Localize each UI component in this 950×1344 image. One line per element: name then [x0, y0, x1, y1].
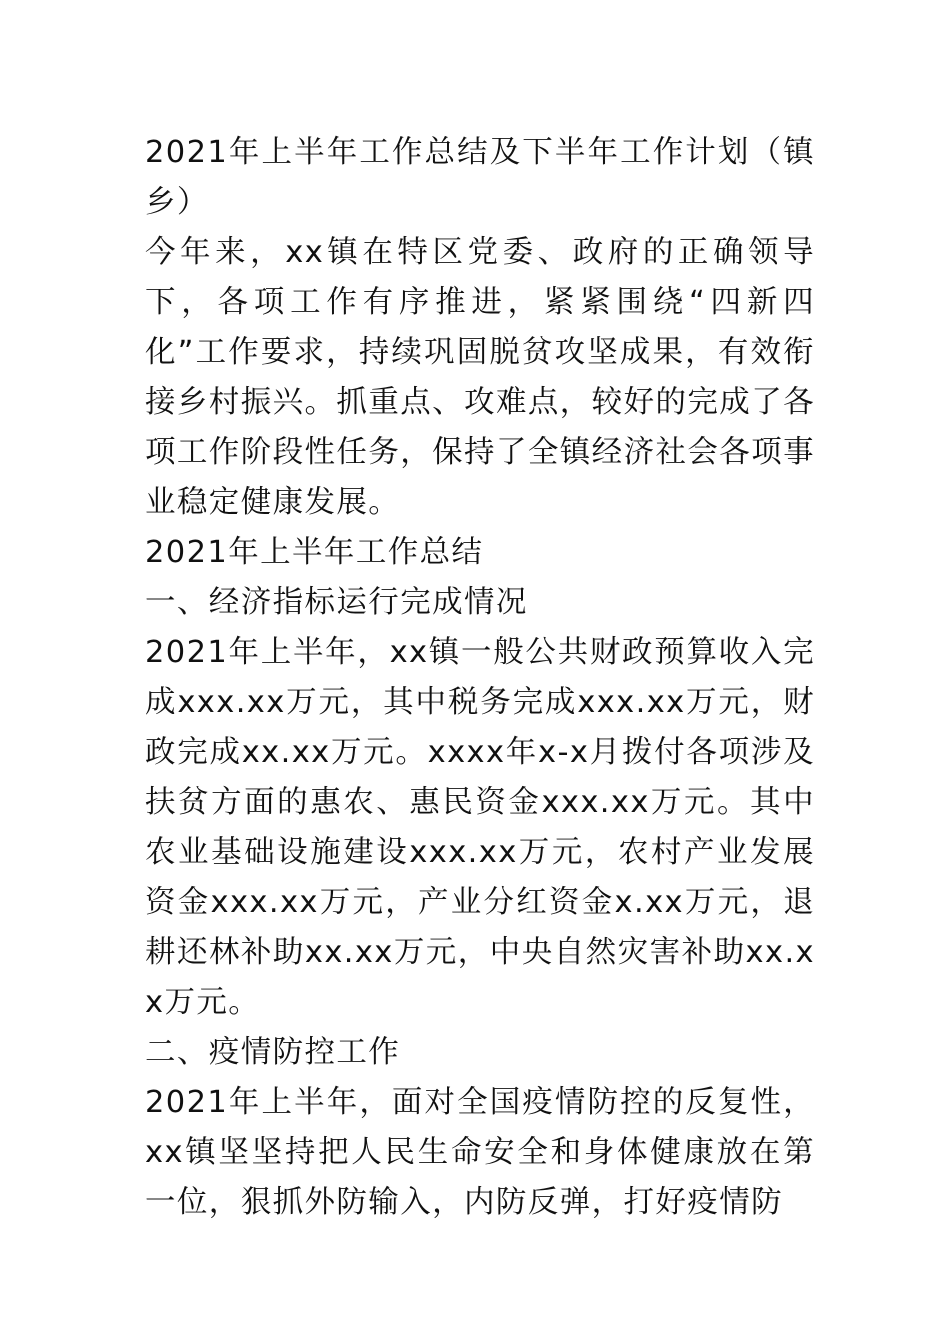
section-heading: 2021年上半年工作总结	[145, 535, 484, 570]
document-title: 2021年上半年工作总结及下半年工作计划（镇乡）	[145, 135, 815, 220]
document-body	[145, 128, 815, 1228]
part1-heading: 一、经济指标运行完成情况	[145, 585, 528, 620]
part2-paragraph: 2021年上半年，面对全国疫情防控的反复性，xx镇坚坚持把人民生命安全和身体健康放在第一位，狠抓外防输入，内防反弹，打好疫情防	[145, 1085, 815, 1220]
part2-heading: 二、疫情防控工作	[145, 1035, 401, 1070]
part1-paragraph: 2021年上半年，xx镇一般公共财政预算收入完成xxx.xx万元，其中税务完成xxx.xx万元，财政完成xx.xx万元。xxxx年x-x月拨付各项涉及扶贫方面的惠农、惠民资金xxx.xx万元。其中农业基础设施建设xxx.xx万元，农村产业发展资金xxx.xx万元，产业分红资金x.xx万元，退耕还林补助xx.xx万元，中央自然灾害补助xx.xx万元。	[145, 635, 815, 1020]
intro-paragraph: 今年来，xx镇在特区党委、政府的正确领导下，各项工作有序推进，紧紧围绕“四新四化”工作要求，持续巩固脱贫攻坚成果，有效衔接乡村振兴。抓重点、攻难点，较好的完成了各项工作阶段性任务，保持了全镇经济社会各项事业稳定健康发展。	[145, 235, 815, 520]
